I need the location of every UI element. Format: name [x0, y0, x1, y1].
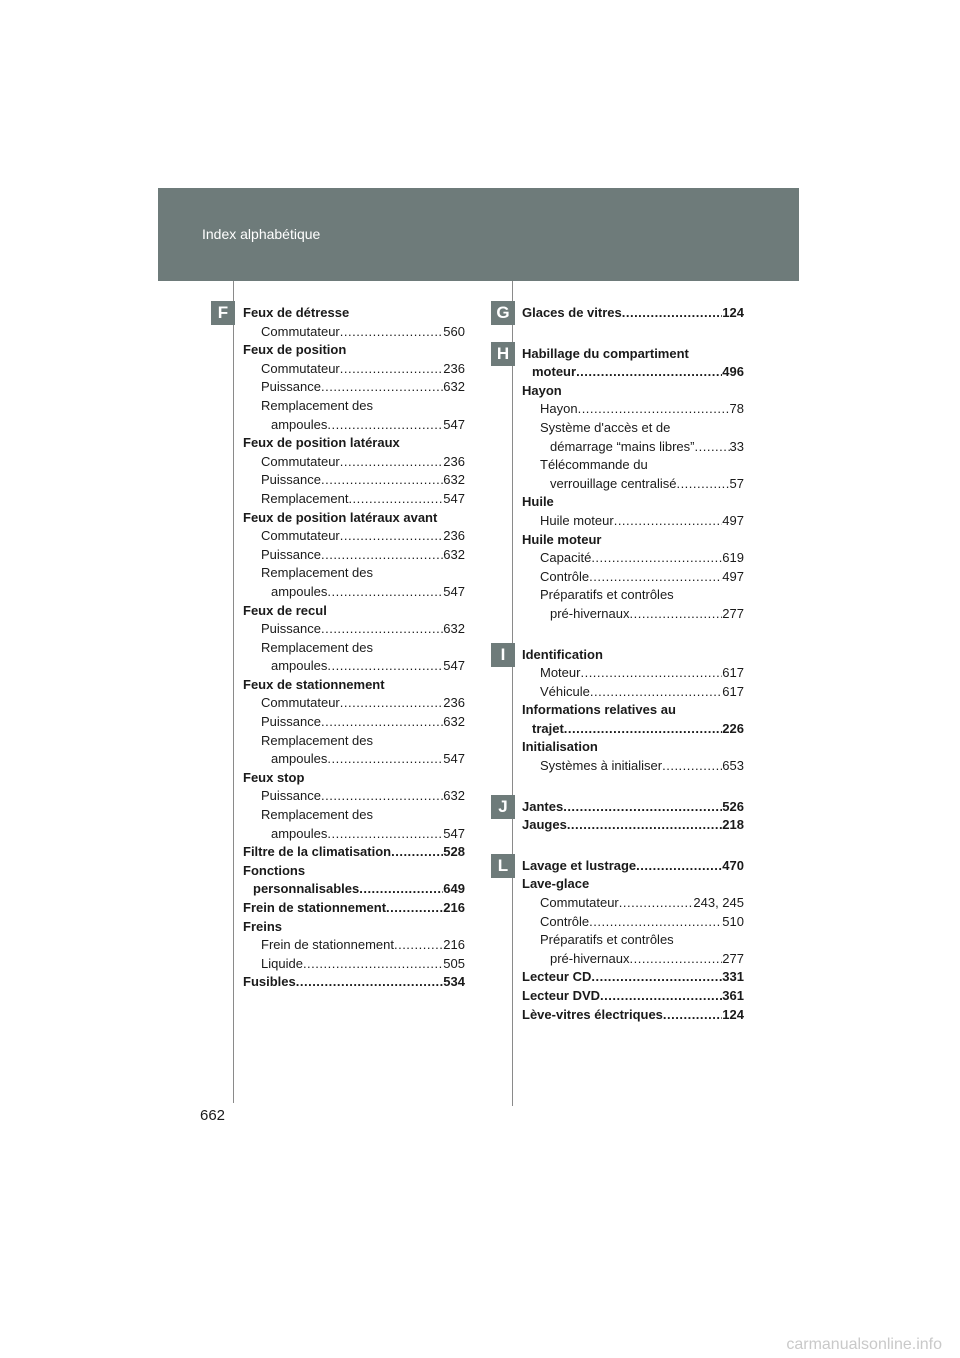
- entry-text: ampoules: [271, 583, 328, 599]
- section-gap: [522, 776, 744, 798]
- index-entry: [243, 918, 465, 937]
- index-entry: [243, 378, 465, 397]
- entry-text: Glaces de vitres: [522, 305, 622, 320]
- index-entry: [243, 416, 465, 435]
- dot-leader: [676, 475, 729, 494]
- index-entry: [522, 894, 744, 913]
- dot-leader: [327, 657, 443, 676]
- entry-text: Commutateur: [261, 695, 340, 711]
- entry-text: Filtre de la climatisation: [243, 844, 392, 860]
- entry-page: 470: [722, 857, 744, 873]
- dot-leader: [589, 913, 722, 932]
- index-entry: [522, 304, 744, 323]
- index-entry: [243, 880, 465, 899]
- entry-page: 496: [722, 364, 744, 380]
- entry-page: 632: [443, 472, 465, 488]
- entry-page: 361: [722, 988, 744, 1003]
- index-entry: [243, 732, 465, 751]
- dot-leader: [321, 471, 443, 490]
- index-entry: [522, 701, 744, 720]
- entry-text: Contrôle: [540, 913, 590, 929]
- entry-page: 547: [443, 416, 465, 432]
- index-entry: [243, 453, 465, 472]
- entry-text: Lève-vitres électriques: [522, 1006, 663, 1022]
- entry-page: 124: [722, 305, 744, 320]
- index-entry: [522, 664, 744, 683]
- index-entry: [522, 400, 744, 419]
- entry-text: Puissance: [261, 621, 321, 637]
- entry-text: Puissance: [261, 472, 321, 488]
- entry-text: démarrage “mains libres”: [550, 438, 695, 454]
- entry-text: Remplacement des: [261, 807, 373, 823]
- index-entry: [243, 750, 465, 769]
- dot-leader: [622, 304, 723, 323]
- index-entry: [243, 509, 465, 528]
- entry-page: 547: [443, 583, 465, 599]
- entry-text: Jauges: [522, 817, 567, 833]
- dot-leader: [327, 583, 443, 602]
- dot-leader: [303, 955, 443, 974]
- index-entry: [522, 987, 744, 1006]
- dot-leader: [600, 987, 722, 1006]
- index-entry: [522, 605, 744, 624]
- page-header: [158, 188, 799, 281]
- index-entry: [243, 397, 465, 416]
- entry-text: ampoules: [271, 416, 328, 432]
- entry-text: Huile: [522, 494, 554, 510]
- entry-text: Remplacement des: [261, 565, 373, 581]
- dot-leader: [340, 323, 444, 342]
- index-entry: [522, 646, 744, 665]
- entry-page: 632: [443, 621, 465, 637]
- index-entry: [243, 825, 465, 844]
- entry-text: Remplacement des: [261, 397, 373, 413]
- index-entry: [243, 657, 465, 676]
- entry-page: 226: [722, 720, 744, 736]
- index-entry: [522, 757, 744, 776]
- index-entry: [243, 806, 465, 825]
- entry-text: Puissance: [261, 546, 321, 562]
- dot-leader: [359, 880, 443, 899]
- entry-page: 497: [722, 568, 744, 584]
- dot-leader: [564, 720, 723, 739]
- index-entry: [243, 304, 465, 323]
- entry-text: Habillage du compartiment: [522, 345, 689, 361]
- section-letter-tab: L: [491, 854, 515, 878]
- entry-text: Système d'accès et de: [540, 419, 671, 435]
- entry-text: Lecteur DVD: [522, 988, 601, 1003]
- index-entry: [522, 586, 744, 605]
- entry-text: Commutateur: [261, 453, 340, 469]
- entry-page: 505: [443, 955, 465, 971]
- entry-text: Feux stop: [243, 769, 305, 785]
- entry-text: personnalisables: [253, 881, 360, 897]
- entry-page: 534: [443, 974, 465, 990]
- entry-text: ampoules: [271, 825, 328, 841]
- dot-leader: [578, 400, 730, 419]
- dot-leader: [327, 825, 443, 844]
- entry-page: 57: [729, 475, 744, 491]
- entry-text: Freins: [243, 918, 283, 934]
- entry-page: 236: [443, 360, 465, 376]
- index-entry: [243, 713, 465, 732]
- entry-page: 236: [443, 528, 465, 544]
- dot-leader: [340, 527, 444, 546]
- dot-leader: [321, 546, 443, 565]
- entry-text: Feux de recul: [243, 602, 327, 618]
- entry-text: Remplacement: [261, 490, 349, 506]
- dot-leader: [327, 416, 443, 435]
- entry-page: 33: [729, 438, 744, 454]
- entry-page: 617: [722, 683, 744, 699]
- entry-page: 547: [443, 490, 465, 506]
- dot-leader: [591, 968, 722, 987]
- dot-leader: [394, 936, 443, 955]
- entry-text: Feux de détresse: [243, 305, 350, 320]
- index-entry: [243, 620, 465, 639]
- entry-page: 216: [443, 937, 465, 953]
- index-entry: [243, 843, 465, 862]
- entry-page: 528: [443, 844, 465, 860]
- index-entry: [522, 363, 744, 382]
- entry-text: Commutateur: [261, 528, 340, 544]
- section-gap: [522, 624, 744, 646]
- entry-page: 218: [722, 817, 744, 833]
- entry-text: Hayon: [540, 401, 578, 417]
- index-entry: [522, 382, 744, 401]
- index-entry: [243, 546, 465, 565]
- entry-text: Informations relatives au: [522, 702, 676, 718]
- dot-leader: [321, 378, 443, 397]
- column-divider-left: [233, 281, 234, 1103]
- entry-text: moteur: [532, 364, 577, 380]
- index-entry: [243, 694, 465, 713]
- entry-page: 632: [443, 546, 465, 562]
- index-entry: [522, 345, 744, 364]
- entry-page: 236: [443, 453, 465, 469]
- entry-text: Contrôle: [540, 568, 590, 584]
- index-entry: [243, 341, 465, 360]
- entry-page: 649: [443, 881, 465, 897]
- dot-leader: [340, 694, 444, 713]
- index-entry: [243, 583, 465, 602]
- index-entry: [243, 471, 465, 490]
- entry-page: 547: [443, 751, 465, 767]
- entry-page: 236: [443, 695, 465, 711]
- index-entry: [243, 564, 465, 583]
- dot-leader: [636, 857, 722, 876]
- dot-leader: [348, 490, 443, 509]
- index-entry: [522, 968, 744, 987]
- entry-text: Lecteur CD: [522, 969, 592, 985]
- index-entry: [522, 950, 744, 969]
- entry-text: Puissance: [261, 788, 321, 804]
- dot-leader: [580, 664, 722, 683]
- watermark: carmanualsonline.info: [786, 1336, 942, 1353]
- dot-leader: [567, 816, 722, 835]
- header-title: Index alphabétique: [202, 226, 321, 242]
- index-entry: [243, 936, 465, 955]
- index-entry: [522, 549, 744, 568]
- index-entry: [243, 769, 465, 788]
- index-entry: [243, 602, 465, 621]
- index-entry: [522, 816, 744, 835]
- entry-text: Véhicule: [540, 683, 590, 699]
- dot-leader: [327, 750, 443, 769]
- dot-leader: [630, 605, 723, 624]
- entry-text: Puissance: [261, 714, 321, 730]
- entry-text: trajet: [532, 720, 564, 736]
- entry-text: Huile moteur: [540, 512, 614, 528]
- entry-text: Lavage et lustrage: [522, 857, 637, 873]
- dot-leader: [321, 787, 443, 806]
- column-divider-right: [512, 281, 513, 1106]
- section-letter-tab: I: [491, 643, 515, 667]
- index-entry: [522, 475, 744, 494]
- entry-text: Puissance: [261, 379, 321, 395]
- dot-leader: [619, 894, 694, 913]
- index-column-right: [522, 304, 744, 1024]
- index-entry: [243, 360, 465, 379]
- index-entry: [522, 738, 744, 757]
- section-letter-tab: F: [211, 301, 235, 325]
- entry-text: Préparatifs et contrôles: [540, 587, 674, 603]
- index-entry: [522, 720, 744, 739]
- page-number: 662: [200, 1107, 226, 1124]
- index-entry: [522, 913, 744, 932]
- entry-text: verrouillage centralisé: [550, 475, 677, 491]
- section-letter-tab: J: [491, 795, 515, 819]
- entry-text: Remplacement des: [261, 732, 373, 748]
- entry-text: pré-hivernaux: [550, 605, 630, 621]
- entry-text: ampoules: [271, 751, 328, 767]
- entry-page: 632: [443, 379, 465, 395]
- entry-text: Systèmes à initialiser: [540, 758, 663, 774]
- entry-text: Moteur: [540, 665, 581, 681]
- index-column-left: [243, 304, 465, 992]
- index-entry: [243, 434, 465, 453]
- dot-leader: [321, 620, 443, 639]
- entry-text: Feux de stationnement: [243, 676, 385, 692]
- entry-text: pré-hivernaux: [550, 950, 630, 966]
- index-entry: [243, 527, 465, 546]
- entry-page: 619: [722, 550, 744, 566]
- index-entry: [522, 857, 744, 876]
- section-gap: [522, 323, 744, 345]
- dot-leader: [695, 438, 730, 457]
- index-entry: [522, 419, 744, 438]
- entry-page: 547: [443, 825, 465, 841]
- entry-text: Identification: [522, 646, 603, 662]
- dot-leader: [663, 1006, 722, 1025]
- entry-text: Lave-glace: [522, 876, 590, 892]
- entry-text: Remplacement des: [261, 639, 373, 655]
- section-letter-tab: G: [491, 301, 515, 325]
- entry-page: 617: [722, 665, 744, 681]
- index-entry: [243, 676, 465, 695]
- section-gap: [522, 835, 744, 857]
- index-entry: [522, 493, 744, 512]
- index-entry: [243, 973, 465, 992]
- section-letter-tab: H: [491, 342, 515, 366]
- index-entry: [522, 438, 744, 457]
- dot-leader: [321, 713, 443, 732]
- entry-text: Préparatifs et contrôles: [540, 932, 674, 948]
- entry-page: 277: [722, 950, 744, 966]
- entry-text: Capacité: [540, 550, 592, 566]
- dot-leader: [340, 360, 444, 379]
- entry-page: 632: [443, 788, 465, 804]
- entry-text: Commutateur: [261, 323, 340, 339]
- dot-leader: [590, 683, 722, 702]
- entry-text: Commutateur: [540, 895, 619, 911]
- entry-text: Feux de position: [243, 342, 347, 358]
- index-entry: [243, 955, 465, 974]
- entry-text: ampoules: [271, 658, 328, 674]
- entry-text: Jantes: [522, 798, 564, 814]
- index-entry: [522, 568, 744, 587]
- entry-text: Frein de stationnement: [261, 937, 394, 953]
- entry-page: 510: [722, 913, 744, 929]
- entry-page: 78: [729, 401, 744, 417]
- index-entry: [243, 490, 465, 509]
- dot-leader: [563, 798, 722, 817]
- index-entry: [522, 683, 744, 702]
- entry-page: 497: [722, 512, 744, 528]
- dot-leader: [576, 363, 722, 382]
- entry-page: 243, 245: [693, 895, 744, 911]
- index-entry: [522, 531, 744, 550]
- entry-text: Fusibles: [243, 974, 296, 990]
- entry-page: 526: [722, 798, 744, 814]
- index-entry: [243, 899, 465, 918]
- dot-leader: [296, 973, 444, 992]
- entry-page: 216: [443, 900, 465, 915]
- entry-page: 331: [722, 969, 744, 985]
- entry-page: 277: [722, 605, 744, 621]
- dot-leader: [614, 512, 723, 531]
- index-entry: [522, 875, 744, 894]
- dot-leader: [391, 843, 443, 862]
- index-entry: [243, 323, 465, 342]
- entry-page: 124: [722, 1006, 744, 1022]
- dot-leader: [340, 453, 444, 472]
- index-entry: [243, 787, 465, 806]
- entry-text: Liquide: [261, 955, 303, 971]
- dot-leader: [591, 549, 722, 568]
- dot-leader: [662, 757, 722, 776]
- entry-text: Commutateur: [261, 360, 340, 376]
- index-entry: [522, 512, 744, 531]
- index-entry: [522, 931, 744, 950]
- entry-text: Feux de position latéraux avant: [243, 509, 438, 525]
- dot-leader: [386, 899, 443, 918]
- entry-text: Hayon: [522, 382, 562, 398]
- index-entry: [522, 798, 744, 817]
- entry-text: Initialisation: [522, 739, 598, 755]
- index-entry: [522, 1006, 744, 1025]
- entry-text: Feux de position latéraux: [243, 435, 400, 451]
- dot-leader: [630, 950, 723, 969]
- index-entry: [522, 456, 744, 475]
- entry-text: Frein de stationnement: [243, 900, 387, 915]
- index-entry: [243, 862, 465, 881]
- index-entry: [243, 639, 465, 658]
- entry-text: Fonctions: [243, 862, 306, 878]
- entry-text: Télécommande du: [540, 457, 648, 473]
- entry-page: 547: [443, 658, 465, 674]
- dot-leader: [589, 568, 722, 587]
- entry-page: 560: [443, 323, 465, 339]
- entry-page: 632: [443, 714, 465, 730]
- entry-text: Huile moteur: [522, 531, 602, 547]
- entry-page: 653: [722, 758, 744, 774]
